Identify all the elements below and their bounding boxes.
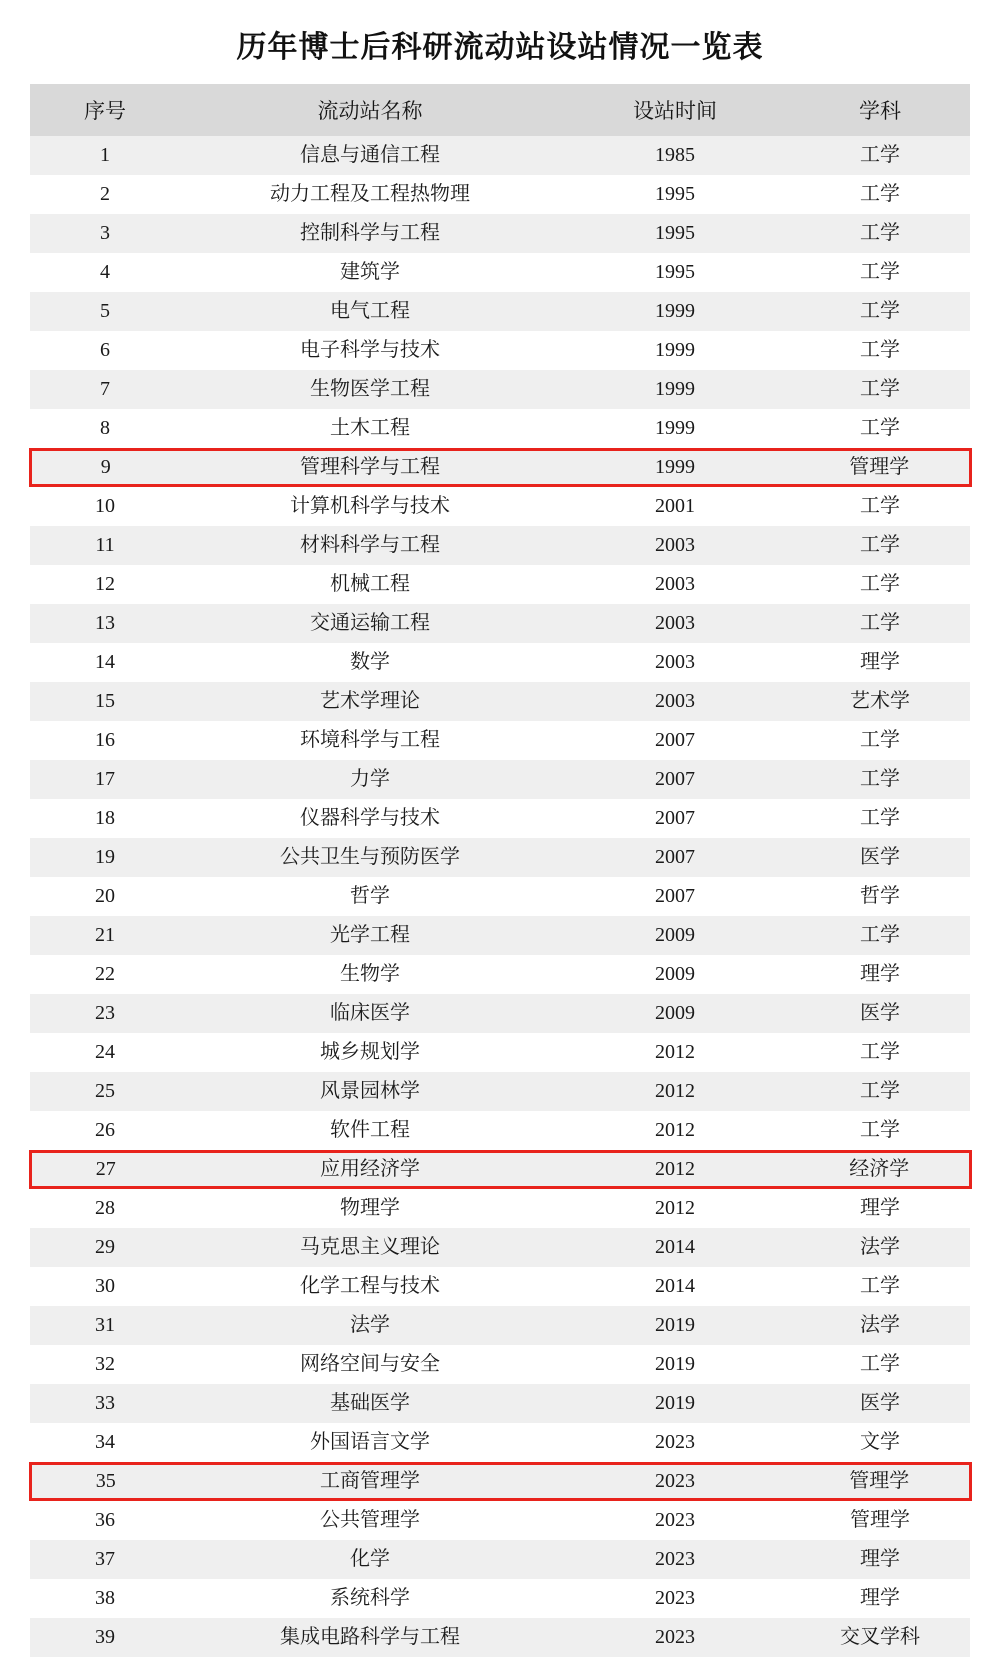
row-station-name: 力学: [180, 760, 560, 799]
table-row: [30, 486, 970, 527]
row-index: 28: [30, 1188, 180, 1229]
table-row: [30, 1111, 970, 1152]
row-discipline: 管理学: [790, 450, 970, 486]
table-row: [30, 1579, 970, 1618]
row-index: 33: [30, 1384, 180, 1423]
row-station-name: 外国语言文学: [180, 1423, 560, 1464]
row-year: 2023: [560, 1579, 790, 1618]
row-discipline: 工学: [790, 916, 970, 955]
row-station-name: 网络空间与安全: [180, 1345, 560, 1384]
row-station-name: 临床医学: [180, 994, 560, 1033]
table-row: [30, 1423, 970, 1464]
row-index: 18: [30, 799, 180, 838]
row-year: 2007: [560, 838, 790, 877]
row-discipline: 工学: [790, 565, 970, 604]
row-station-name: 环境科学与工程: [180, 721, 560, 760]
table-row: [30, 565, 970, 604]
row-station-name: 仪器科学与技术: [180, 799, 560, 838]
row-index: 29: [30, 1228, 180, 1267]
row-station-name: 化学: [180, 1540, 560, 1579]
row-discipline: 理学: [790, 643, 970, 682]
row-index: 31: [30, 1306, 180, 1345]
table-row: [30, 877, 970, 916]
row-station-name: 动力工程及工程热物理: [180, 175, 560, 214]
page-title: 历年博士后科研流动站设站情况一览表: [236, 31, 764, 64]
row-index: 6: [30, 331, 180, 370]
row-station-name: 信息与通信工程: [180, 136, 560, 175]
row-index: 17: [30, 760, 180, 799]
row-year: 2019: [560, 1384, 790, 1423]
row-station-name: 机械工程: [180, 565, 560, 604]
table-row: [30, 799, 970, 838]
row-year: 2009: [560, 994, 790, 1033]
row-station-name: 艺术学理论: [180, 682, 560, 721]
row-index: 14: [30, 643, 180, 682]
row-discipline: 医学: [790, 994, 970, 1033]
row-discipline: 工学: [790, 1345, 970, 1384]
table-row: [30, 604, 970, 643]
row-discipline: 理学: [790, 1540, 970, 1579]
row-station-name: 应用经济学: [180, 1152, 560, 1188]
row-discipline: 管理学: [790, 1464, 970, 1500]
table-row: [30, 1306, 970, 1345]
row-year: 1999: [560, 331, 790, 370]
table-row: [30, 955, 970, 994]
row-index: 2: [30, 175, 180, 214]
row-index: 11: [30, 526, 180, 565]
row-station-name: 建筑学: [180, 253, 560, 292]
row-discipline: 工学: [790, 409, 970, 450]
row-index: 10: [30, 486, 180, 527]
row-year: 2009: [560, 955, 790, 994]
table-row: [30, 253, 970, 292]
row-index: 26: [30, 1111, 180, 1152]
row-year: 2003: [560, 682, 790, 721]
row-discipline: 工学: [790, 604, 970, 643]
table-row: [30, 1540, 970, 1579]
row-index: 36: [30, 1500, 180, 1541]
row-year: 2003: [560, 643, 790, 682]
table-row: [30, 1345, 970, 1384]
row-index: 34: [30, 1423, 180, 1464]
row-discipline: 管理学: [790, 1500, 970, 1541]
row-station-name: 生物医学工程: [180, 370, 560, 409]
row-station-name: 数学: [180, 643, 560, 682]
table-row: [30, 838, 970, 877]
row-station-name: 生物学: [180, 955, 560, 994]
row-discipline: 工学: [790, 526, 970, 565]
row-index: 23: [30, 994, 180, 1033]
row-discipline: 工学: [790, 253, 970, 292]
row-discipline: 理学: [790, 1188, 970, 1229]
row-discipline: 理学: [790, 955, 970, 994]
row-discipline: 工学: [790, 175, 970, 214]
table-row: [30, 526, 970, 565]
table-row: [30, 721, 970, 760]
row-year: 2012: [560, 1188, 790, 1229]
row-index: 25: [30, 1072, 180, 1111]
row-index: 8: [30, 409, 180, 450]
row-discipline: 工学: [790, 1033, 970, 1072]
row-discipline: 工学: [790, 292, 970, 331]
table-row: [30, 1072, 970, 1111]
row-station-name: 法学: [180, 1306, 560, 1345]
row-station-name: 土木工程: [180, 409, 560, 450]
row-discipline: 交叉学科: [790, 1618, 970, 1657]
row-index: 19: [30, 838, 180, 877]
row-year: 2014: [560, 1228, 790, 1267]
row-index: 24: [30, 1033, 180, 1072]
row-discipline: 工学: [790, 1111, 970, 1152]
row-index: 7: [30, 370, 180, 409]
row-discipline: 医学: [790, 838, 970, 877]
table-body: [30, 136, 970, 1657]
row-station-name: 基础医学: [180, 1384, 560, 1423]
row-station-name: 计算机科学与技术: [180, 486, 560, 527]
row-index: 9: [30, 450, 180, 486]
row-year: 2003: [560, 526, 790, 565]
row-year: 2019: [560, 1306, 790, 1345]
table-header-row: [30, 84, 970, 136]
row-year: 2007: [560, 799, 790, 838]
row-year: 2003: [560, 604, 790, 643]
table-row: [30, 994, 970, 1033]
row-index: 13: [30, 604, 180, 643]
table-row: [30, 1188, 970, 1229]
row-station-name: 哲学: [180, 877, 560, 916]
row-year: 2023: [560, 1618, 790, 1657]
row-index: 22: [30, 955, 180, 994]
row-year: 1985: [560, 136, 790, 175]
row-discipline: 工学: [790, 760, 970, 799]
row-year: 2019: [560, 1345, 790, 1384]
table-row: [30, 370, 970, 409]
row-discipline: 工学: [790, 721, 970, 760]
table-row: [30, 331, 970, 370]
row-discipline: 法学: [790, 1306, 970, 1345]
row-year: 1999: [560, 450, 790, 486]
row-discipline: 艺术学: [790, 682, 970, 721]
row-index: 4: [30, 253, 180, 292]
row-year: 2001: [560, 486, 790, 527]
column-header-index: 序号: [30, 84, 180, 136]
row-station-name: 风景园林学: [180, 1072, 560, 1111]
row-year: 2023: [560, 1423, 790, 1464]
table-row: [30, 760, 970, 799]
row-year: 2023: [560, 1464, 790, 1500]
row-index: 39: [30, 1618, 180, 1657]
row-index: 21: [30, 916, 180, 955]
row-station-name: 工商管理学: [180, 1464, 560, 1500]
row-discipline: 经济学: [790, 1152, 970, 1188]
row-index: 3: [30, 214, 180, 253]
row-year: 2012: [560, 1152, 790, 1188]
row-year: 1999: [560, 370, 790, 409]
table-row: [30, 1618, 970, 1657]
row-index: 30: [30, 1267, 180, 1306]
table-row: [30, 409, 970, 450]
row-year: 1995: [560, 175, 790, 214]
column-header-year: 设站时间: [560, 84, 790, 136]
row-year: 1995: [560, 214, 790, 253]
table-row: [30, 1228, 970, 1267]
row-discipline: 理学: [790, 1579, 970, 1618]
row-station-name: 集成电路科学与工程: [180, 1618, 560, 1657]
row-discipline: 工学: [790, 1072, 970, 1111]
row-year: 2012: [560, 1072, 790, 1111]
row-index: 1: [30, 136, 180, 175]
row-discipline: 医学: [790, 1384, 970, 1423]
row-year: 2012: [560, 1033, 790, 1072]
row-station-name: 光学工程: [180, 916, 560, 955]
row-index: 5: [30, 292, 180, 331]
row-index: 32: [30, 1345, 180, 1384]
row-discipline: 哲学: [790, 877, 970, 916]
table-row: [30, 450, 970, 486]
row-discipline: 工学: [790, 486, 970, 527]
row-year: 1999: [560, 292, 790, 331]
row-year: 2003: [560, 565, 790, 604]
table-row: [30, 916, 970, 955]
row-year: 2023: [560, 1500, 790, 1541]
row-discipline: 法学: [790, 1228, 970, 1267]
row-station-name: 公共卫生与预防医学: [180, 838, 560, 877]
row-station-name: 材料科学与工程: [180, 526, 560, 565]
row-index: 38: [30, 1579, 180, 1618]
row-index: 16: [30, 721, 180, 760]
column-header-discipline: 学科: [790, 84, 970, 136]
row-station-name: 公共管理学: [180, 1500, 560, 1541]
row-station-name: 马克思主义理论: [180, 1228, 560, 1267]
row-station-name: 管理科学与工程: [180, 450, 560, 486]
row-index: 20: [30, 877, 180, 916]
row-index: 27: [30, 1152, 180, 1188]
row-year: 2007: [560, 721, 790, 760]
table-row: [30, 682, 970, 721]
row-discipline: 工学: [790, 370, 970, 409]
table-row: [30, 1500, 970, 1541]
table-row: [30, 292, 970, 331]
table-row: [30, 1267, 970, 1306]
row-station-name: 交通运输工程: [180, 604, 560, 643]
row-year: 2009: [560, 916, 790, 955]
row-discipline: 工学: [790, 1267, 970, 1306]
row-station-name: 电子科学与技术: [180, 331, 560, 370]
table-row: [30, 1464, 970, 1500]
column-header-name: 流动站名称: [180, 84, 560, 136]
row-year: 2007: [560, 877, 790, 916]
table-row: [30, 1152, 970, 1188]
table-row: [30, 214, 970, 253]
row-station-name: 控制科学与工程: [180, 214, 560, 253]
row-year: 2014: [560, 1267, 790, 1306]
row-station-name: 城乡规划学: [180, 1033, 560, 1072]
row-year: 1999: [560, 409, 790, 450]
table-row: [30, 643, 970, 682]
row-station-name: 软件工程: [180, 1111, 560, 1152]
row-station-name: 电气工程: [180, 292, 560, 331]
table-row: [30, 1384, 970, 1423]
row-year: 2023: [560, 1540, 790, 1579]
row-station-name: 化学工程与技术: [180, 1267, 560, 1306]
row-discipline: 工学: [790, 136, 970, 175]
row-station-name: 系统科学: [180, 1579, 560, 1618]
table-row: [30, 1033, 970, 1072]
row-index: 15: [30, 682, 180, 721]
row-year: 1995: [560, 253, 790, 292]
postdoc-stations-table: [29, 84, 972, 1657]
row-discipline: 文学: [790, 1423, 970, 1464]
table-row: [30, 136, 970, 175]
row-discipline: 工学: [790, 799, 970, 838]
row-discipline: 工学: [790, 214, 970, 253]
row-year: 2012: [560, 1111, 790, 1152]
row-year: 2007: [560, 760, 790, 799]
row-index: 37: [30, 1540, 180, 1579]
row-index: 12: [30, 565, 180, 604]
row-index: 35: [30, 1464, 180, 1500]
row-discipline: 工学: [790, 331, 970, 370]
row-station-name: 物理学: [180, 1188, 560, 1229]
table-row: [30, 175, 970, 214]
table-header: [30, 84, 970, 136]
